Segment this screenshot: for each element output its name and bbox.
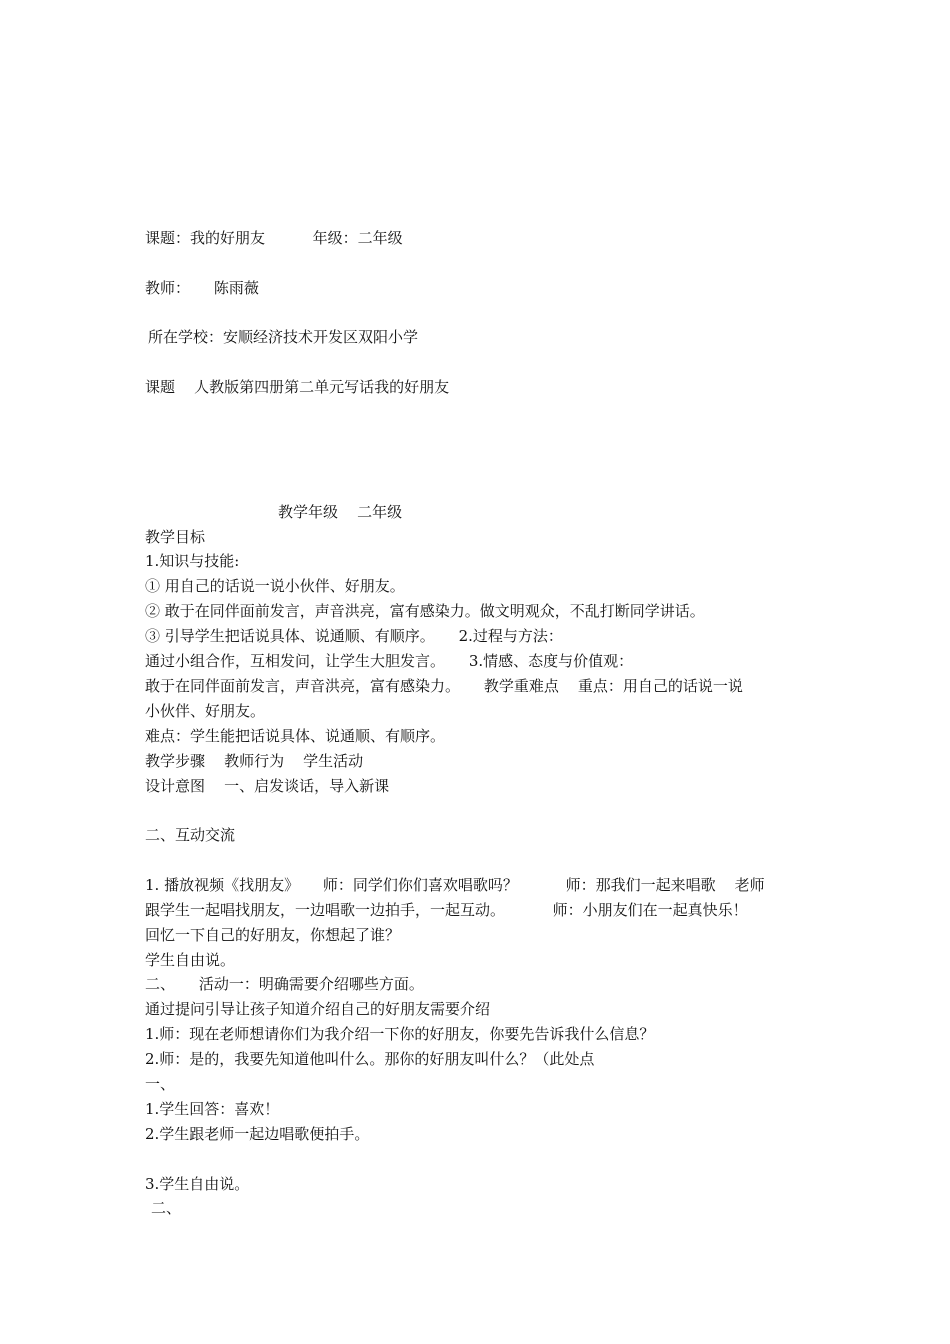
body-line: 设计意图 一、启发谈话，导入新课 [145,777,390,795]
body-line: 通过小组合作，互相发问，让学生大胆发言。 3.情感、态度与价值观： [145,652,634,670]
section2-line: 二、 活动一：明确需要介绍哪些方面。 [145,975,424,993]
body-line: 1.知识与技能: [145,552,240,570]
tail-line: 3.学生自由说。 [145,1175,250,1193]
section2-line: 通过提问引导让孩子知道介绍自己的好朋友需要介绍 [145,1000,491,1018]
last-line: 二、 [151,1199,182,1217]
body-line: 小伙伴、好朋友。 [145,702,266,720]
body-line: 难点：学生能把话说具体、说通顺、有顺序。 [145,727,446,745]
section2-line: 跟学生一起唱找朋友，一边唱歌一边拍手，一起互动。 师：小朋友们在一起真快乐！ [145,901,748,919]
section2-line: 学生自由说。 [145,951,236,969]
body-line: ① 用自己的话说一说小伙伴、好朋友。 [145,577,405,595]
school-line: 所在学校：安顺经济技术开发区双阳小学 [148,328,419,346]
body-line: ② 敢于在同伴面前发言，声音洪亮，富有感染力。做文明观众，不乱打断同学讲话。 [145,602,705,620]
body-line: ③ 引导学生把话说具体、说通顺、有顺序。 2.过程与方法： [145,627,563,645]
body-line: 教学步骤 教师行为 学生活动 [145,752,364,770]
section2-line: 回忆一下自己的好朋友，你想起了谁？ [145,926,401,944]
topic-grade-line: 课题：我的好朋友 年级：二年级 [145,229,403,247]
teacher-line: 教师： 陈雨薇 [145,279,259,297]
lesson-line: 课题 人教版第四册第二单元写话我的好朋友 [145,378,450,396]
section2-line: 2.学生跟老师一起边唱歌便拍手。 [145,1125,370,1143]
body-line: 教学目标 [145,528,206,546]
section2-line: 2.师：是的，我要先知道他叫什么。那你的好朋友叫什么？（此处点 [145,1050,595,1068]
section2-heading: 二、互动交流 [145,826,236,844]
section2-line: 一、 [145,1075,176,1093]
section2-line: 1.师：现在老师想请你们为我介绍一下你的好朋友，你要先告诉我什么信息？ [145,1025,655,1043]
body-line: 敢于在同伴面前发言，声音洪亮，富有感染力。 教学重难点 重点：用自己的话说一说 [145,677,743,695]
section2-line: 1. 播放视频《找朋友》 师：同学们你们喜欢唱歌吗？ 师：那我们一起来唱歌 老师 [145,876,765,894]
grade-heading: 教学年级 二年级 [278,503,403,521]
section2-line: 1.学生回答：喜欢！ [145,1100,280,1118]
